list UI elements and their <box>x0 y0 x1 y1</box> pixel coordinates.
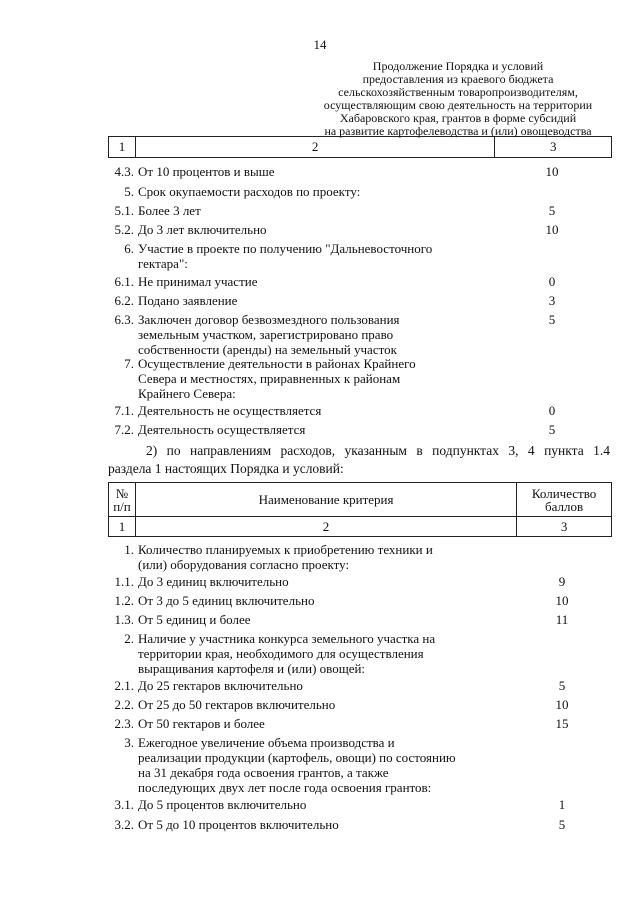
row-text: Срок окупаемости расходов по проекту: <box>138 184 361 199</box>
row-score: 10 <box>555 697 569 712</box>
row-score: 5 <box>558 817 566 832</box>
paragraph-line: 2) по направлениям расходов, указанным в подпунктах 3, 4 пункта 1.4 <box>146 443 610 458</box>
row-text: До 25 гектаров включительно <box>138 678 303 693</box>
table2-col-number: № п/п <box>109 483 136 517</box>
table2-header <box>108 482 612 537</box>
row-number: 1.3. <box>114 612 134 627</box>
page-number: 14 <box>313 37 327 52</box>
row-score: 0 <box>548 403 556 418</box>
row-text: До 3 лет включительно <box>138 222 267 237</box>
table2-col-score: Количество баллов <box>517 483 612 517</box>
row-score: 5 <box>558 678 566 693</box>
table1-header-col3: 3 <box>495 137 612 158</box>
row-number: 1. <box>124 542 134 557</box>
row-number: 1.1. <box>114 574 134 589</box>
header-line: на развитие картофелеводства и (или) овощеводства <box>324 124 592 138</box>
row-number: 3.1. <box>114 797 134 812</box>
paragraph-line: раздела 1 настоящих Порядка и условий: <box>108 461 344 476</box>
table2-col-name: Наименование критерия <box>135 483 516 517</box>
row-number: 1.2. <box>114 593 134 608</box>
table2-index-col3: 3 <box>517 517 612 537</box>
row-text: До 3 единиц включительно <box>138 574 289 589</box>
table2-index-col1: 1 <box>109 517 136 537</box>
row-text: Количество планируемых к приобретению техники и (или) оборудования согласно проекту: <box>138 542 433 572</box>
row-number: 2.1. <box>114 678 134 693</box>
row-number: 2.2. <box>114 697 134 712</box>
header-line: Продолжение Порядка и условий <box>372 59 544 73</box>
row-number: 2.3. <box>114 716 134 731</box>
row-text: От 50 гектаров и более <box>138 716 265 731</box>
row-number: 6.2. <box>114 293 134 308</box>
row-text: Не принимал участие <box>138 274 258 289</box>
table1-header-col1: 1 <box>109 137 136 158</box>
row-text: Наличие у участника конкурса земельного участка на территории края, необходимого для осуществления выращивания картофеля и (или) овощей: <box>138 631 436 676</box>
table1-header <box>108 136 612 158</box>
row-score: 10 <box>545 164 559 179</box>
row-text: От 3 до 5 единиц включительно <box>138 593 315 608</box>
row-number: 2. <box>124 631 134 646</box>
row-text: От 10 процентов и выше <box>138 164 275 179</box>
row-number: 6.3. <box>114 312 134 327</box>
document-header <box>296 60 620 138</box>
table2-index-col2: 2 <box>135 517 516 537</box>
row-number: 7. <box>124 356 134 371</box>
row-number: 7.2. <box>114 422 134 437</box>
row-score: 15 <box>555 716 569 731</box>
row-number: 6. <box>124 241 134 256</box>
row-number: 5. <box>124 184 134 199</box>
row-score: 11 <box>555 612 569 627</box>
row-score: 0 <box>548 274 556 289</box>
row-text: Деятельность осуществляется <box>138 422 306 437</box>
row-number: 3. <box>124 735 134 750</box>
row-number: 4.3. <box>114 164 134 179</box>
row-text: Участие в проекте по получению "Дальневосточного гектара": <box>138 241 433 271</box>
row-text: От 5 единиц и более <box>138 612 251 627</box>
row-score: 10 <box>555 593 569 608</box>
row-score: 5 <box>548 312 556 327</box>
row-score: 9 <box>558 574 566 589</box>
intro-paragraph <box>108 442 610 478</box>
table1-header-col2: 2 <box>135 137 495 158</box>
row-number: 5.1. <box>114 203 134 218</box>
row-text: Деятельность не осуществляется <box>138 403 322 418</box>
header-line: предоставления из краевого бюджета <box>362 72 554 86</box>
row-text: Заключен договор безвозмездного пользования земельным участком, зарегистрировано право собственности (аренды) на земельный участок <box>138 312 400 357</box>
row-number: 7.1. <box>114 403 134 418</box>
row-text: От 25 до 50 гектаров включительно <box>138 697 336 712</box>
row-score: 5 <box>548 422 556 437</box>
row-score: 1 <box>558 797 566 812</box>
row-score: 3 <box>548 293 556 308</box>
header-line: осуществляющим свою деятельность на территории <box>323 98 593 112</box>
row-number: 5.2. <box>114 222 134 237</box>
row-text: До 5 процентов включительно <box>138 797 307 812</box>
header-line: сельскохозяйственным товаропроизводителям, <box>338 85 578 99</box>
row-text: Осуществление деятельности в районах Крайнего Севера и местностях, приравненных к районам Крайнего Севера: <box>138 356 416 401</box>
row-text: От 5 до 10 процентов включительно <box>138 817 339 832</box>
row-score: 10 <box>545 222 559 237</box>
row-text: Подано заявление <box>138 293 238 308</box>
header-line: Хабаровского края, грантов в форме субсидий <box>339 111 577 125</box>
row-number: 3.2. <box>114 817 134 832</box>
row-text: Ежегодное увеличение объема производства и реализации продукции (картофель, овощи) по состоянию на 31 декабря года освоения грантов, а также последующих двух лет после года освоения грантов: <box>138 735 456 795</box>
row-text: Более 3 лет <box>138 203 201 218</box>
row-score: 5 <box>548 203 556 218</box>
row-number: 6.1. <box>114 274 134 289</box>
